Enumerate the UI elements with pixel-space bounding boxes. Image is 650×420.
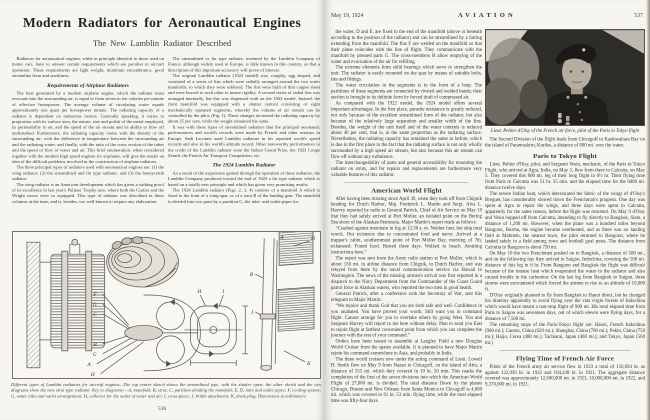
pilot-portrait [486,30,644,125]
paragraph: The report was sent from the Army radio station at Port Moller, which is about 130 mi. in airline distance from Chignik, to Dutch Harbor, and was relayed from there by the naval communication service via Hawaii to Washington. The news of the missing airmen's arrival was first reported in a dispatch to the Navy Department from the Commander of the Coast Guard patrol force in Alaskan waters, who reported the two men in good health. [331,255,482,291]
left-page-column-2 [168,56,320,229]
paragraph: D'Oisy originally planned to fly from Bangkok to Hanoi direct, but he changed his itinerary apparently to avoid flying over the vast virgin forests of Indochina which would have meant a non-stop flight of 900 mi. His total elapsed time from Paris to Saigon was seventeen days, out of which eleven were flying days, for a distance of 7,500 mi. [485,292,645,322]
figure-label-j: J [250,309,254,316]
figure-label-b: B [93,341,97,348]
left-page-column-1 [12,56,164,230]
paragraph: It was with these types of streamlined radiators that the principal aeronautic performances and world's records were made by French and other aviators in Europe. Sadi Lecointe used Lamblin radiators in his repeated world's speed records and also in his world's altitude record. Other noteworthy performances to the credit of the Lamblin radiator were the Italian Grand Prize, the 1923 Coupe Zenith, the French Air Transport Competition, etc. [168,124,320,158]
paragraph: The water circulation in the segments is in the form of a loop. The partitions of these segments are connected by riveted and welded bands; their section is brought to its definite form by forced draft of compressed air. [331,82,482,100]
figure-caption: Different types of Lamblin radiators for aircraft engines—The top center sketch shows the streamlined type, with the shutter open; the other sketch and the two diagrams show the new strut type radiator. Key to diagrams:—A, manifold; B, strut; C, partition dividing the manifold; E, D, inlet and outlet pipes; F, cooling system; G, water inlet and outlet arrangement; H, collector for the outlet of water and air; I, cross-piece; J, bridle attachment; K, drain plug. Dimensions in millimeters [11,382,321,399]
right-page-column-2 [485,128,645,413]
paragraph: As compared with the 1922 model, the 1924 model offers several important advantages. In the first place, parasite resistance is greatly reduced, not only because of the excellent streamlined form of the radiator, but also because of the relatively large separation and smaller width of the fins. Besides, the weight of the unit itself and of the water contents is reduced about 40 per cent, that is, in the same proportion as the radiating surface. Nevertheless, the radiating capacity has remained the same as before, which is due in the first place to the fact that the radiating surface is not only wholly surrounded by a high speed air stream, but also because this air stream can flow off without any turbulence. [331,100,482,160]
section-divider [499,350,630,351]
paragraph: The severe Indian heat, which deteriorated the fabric of the wings of d'Oisy's Breguet, has considerably slowed down the Frenchman's progress. One day was spent at Agra to repair the wings, and three days were spent in Calcutta, apparently for the same reason, before the flight was resumed. On May 9 d'Oisy and Vesin hopped off from Calcutta, intending to fly directly to Bangkok, Siam, a distance of 1,200 mi. However, when the plane was a hundred miles beyond Rangoon, Burma, the engine became overheated, and as there was no landing field at Malmein, the nearest town, the pilot returned to Rangoon, where he landed safely in a field among rows and football goal posts. The distance from Calcutta to Rangoon is about 750 mi. [485,191,645,251]
journal-title: AVIATION [458,12,516,19]
figure-label-h: H [90,371,95,378]
paragraph: Radiators for aeronautical engines, while in principle identical to those used on motor cars, have to answer certain requirements which are peculiar to aircraft operation. These requirements are light weight, minimum encumbrance, good streamline form and sturdiness. [12,56,164,79]
right-page-number: 537 [634,13,643,19]
section-heading-requirements: Requirements of Airplane Radiators [47,82,129,89]
figure-label-a2: A [280,235,284,242]
paragraph: The Second Division of the flight leads from Chicagoff to Kashiwabara Bay on the island of Paramushiru, Kuriles, a distance of 800 mi. over the water. [485,136,645,148]
photo-caption: Lieut. Peltier d'Oisy of the French air force, pilot of the Paris to Tokyo flight [490,128,640,134]
paragraph: The 1924 Lamblin radiator (Figs. 2, 3, 4) consists of a manifold A which is fixed to the front of a wing-spar, or of a strut B of the landing gear. The manifold is divided into two parts by a partition C; the inlet- and outlet-pipes for [168,187,320,204]
figure-label-k: K [307,360,311,367]
paragraph: The streamlined or fin type radiator, invented by the Lamblin Company of France, although widely used in Europe, is little known in this country, so that a description of this important accessory will prove of interest. [168,56,320,73]
figure-label-a: A [87,361,91,368]
paragraph: Lieut. Peltier d'Oisy, pilot, and Sergeant Vesin, mechanic, of the Paris to Tokyo Flight, who arrived at Agra, India, on May 3, flew from there to Calcutta, on May 5. They covered this 800 mi. leg of their long flight in 6½ hr. Their flying time from Paris to Calcutta was 51 hr. 35 min. and the elapsed time for the 6000 mi. distance twelve days. [485,161,645,191]
paragraph: General Patrick, after a conference with the Secretary of War, sent this telegram to Major Martin: [331,291,482,303]
figure-label-g: G [92,301,97,308]
paragraph: The interchangeability of parts and general accessibility for mounting the radiator on struts, and for repairs and replacements are furthermore very valuable features of this radiator. [331,159,482,178]
paragraph: As a result of the experience gained through the operation of these radiators, the Lamblin Company produced toward the end of 1923 a fin type radiator which is based on a totally new principle and which has given very promising results. [168,170,320,187]
figure-label-g2: G [92,351,97,358]
paragraph: The original Lamblin radiator (1922 model) was, roughly, egg shaped, and consisted of a series of fins which were radially arranged around the two water manifolds, to which they were soldered. The fins were built of thin copper sheet and were braced to each other to insure rigidity. A second series of radial fins was arranged internally, but this was dispensed with on the 1923 model. Instead, the front manifold was equipped with a shutter control consisting of eight mechanically operated segments, whereby the volume of air stream can be controlled by the pilot. (Fig. 1). These changes increased the radiating capacity by about 25 per cent, while the weight remained the same. [168,73,320,124]
paragraph: The three world cruisers now under the acting command of Lieut. Lowell H. Smith flew on May 9 from Nazan to Chicagoff, on the island of Attu, a distance of 555 mi. which they covered in 10 hr. 50 min. This marks the completion of the first of the seven divisions into which the American World Flight of 27,000 mi. is divided. The total distance flown by the planes Chicago, Boston and New Orleans from Santa Monica to Chicagoff is 4,600 mi. which was covered in 61 hr. 53 min. flying time, while the total elapsed time was fifty-four days. [331,356,482,404]
paragraph: Pilots of the French army air service flew in 1923 a total of 156,694 hr. as against 122,930 hr. in 1922 and 104,438 hr. in 1921. The aggregate distance covered was approximately 12,600,000 mi. in 1923, 10,000,000 mi. in 1922, and 9,370,000 mi. in 1921. [485,363,645,388]
pilot-photo [485,29,645,126]
paragraph: Orders have been issued to assemble at Langley Field a new Douglas World Cruiser from the spares available. It is planned to have Major Martin rejoin his command somewhere in Asia, and probably in India. [331,338,482,357]
header-date: May 19, 1924 [331,13,364,19]
section-heading-world-flight: American World Flight [371,186,442,194]
paragraph: The extreme elements form solid bearings which serve to strengthen the unit. The radiator is easily mounted on the spar by means of suitable bolts, ties and fittings. [331,64,482,83]
paragraph: the water, D and E, are fixed to the end of the manifold (above or beneath according to the position of the radiator) and can be streamlined by a fairing extending from the manifold. The fins F are welded on the manifold so that their plane coincides with the line of flight. They communicate with the manifold by pressed parts G. The cross-members H allow emptying of the water and evacuation of the air for refilling. [331,29,482,65]
right-page [324,0,650,420]
paragraph: The wing radiator is an American development which has given a striking proof of its excellence in last year's Pulitzer Trophy race, where both the Curtiss and the Wright racers were so equipped. This type of radiator was described in these columns at the time, and is, besides, too well known to require any elaboration. [12,181,164,204]
figure-label-b2: B [249,272,254,279]
figure-label-i: I [222,289,225,296]
paragraph: The remaining stops of the Paris-Tokyo flight are: Hanoi, French Indochina (900 mi.); Canton, China (620 mi.); Shanghai, China (780 mi.); Pekin, China (750 mi.); Haiju, Corea (480 mi.); Tachiarai, Japan (460 mi.); and Tokyo, Japan (560 mi.) [485,322,645,346]
figure-label-d: D [311,236,315,243]
figure-label-h2: H [197,289,202,296]
radiator-diagrams [13,232,320,378]
article-subtitle: The New Lamblin Radiator Described [92,38,232,48]
section-divider [345,182,469,183]
article-title: Modern Radiators for Aeronautical Engines [22,15,302,30]
section-heading-flying-time: Flying Time of French Air Force [516,354,614,362]
section-heading-paris-tokyo: Paris to Tokyo Flight [533,151,597,160]
paragraph: After having been missing since April 30, when they took off from Chignik heading for Dutch Harbor, Maj. Frederick L. Martin and Sergt. Alva L. Harvey reported by radio to General Patrick, Chief of Air Service on May 10 that they had safely arrived at Port Moller, an isolated point on the Bering Sea shore of the Alaskan Peninsula. Major Martin's report reads as follows: [331,195,482,226]
paragraph: On May 10 the two Frenchmen pushed on to Bangkok, a distance of 500 mi., and on the following day they arrived in Saigon, Indochina, covering the 500 mi. distance of this leg in 6 hr. From Rangoon and Bangkok the flight was difficult because of the intense heat which evaporated the water in the radiator and also caused trouble in the carburetor. On the last leg from Bangkok to Saigon, three storms were encountered which forced the airmen to rise to an altitude of 10,000 ft. [485,250,645,292]
paragraph: The three principal types of radiators used with aeronautical engines are: (1) the wing radiator; (2) the streamlined and fin type radiator; and (3) the honeycomb radiator. [12,164,164,182]
paragraph: “We rejoice and thank God that you are both safe and well. Confidence in you unabated. You have proved your worth. Still want you in command flight. Cannot arrange for you to overtake others by going West. You and Sergeant Harvey will report to me here without delay. Plan to send you East to rejoin flight at farthest convenient point from which you can complete the journey with the rest of your command.” [331,302,482,339]
left-page-number: 536 [157,406,167,412]
radiator-figure [12,231,321,379]
section-heading-1924-radiator: The 1924 Lamblin Radiator [212,162,276,169]
right-page-column-1 [331,29,482,413]
left-page [0,0,324,420]
scan-edge-shadow [646,0,650,420]
paragraph: The heat generated by a modern airplane engine, which the radiator must evacuate into the surrounding air, is equal to from seven to ten calories per minute of effective horsepower. The average volume of circulating water equals approximately one quart per horsepower minute. The radiating capacity of a radiator is dependent on numerous factors. Generally speaking, it varies in proportion with its surface area, the nature, size and polish of the metal employed, its permeability to air, and the speed of the air stream and its ability to flow off undisturbed. Furthermore, the radiating capacity varies with the density of the surrounding air; with the difference in temperature between the surrounding air and the radiating water; and finally, with the ratio of the cross section of the tubes and the speed of flow of water and air. This brief enumeration, when considered together with the modern high speed engines for airplanes, will give the reader an idea of the difficult problems involved in the construction of airplane radiators. [12,90,164,164]
figure-label-f: F [93,292,97,299]
paragraph: “Crashed against mountain in fog at 12:30 a. m. Neither hurt, but ship total wreck. Our existence due to concentrated food and nerve. Arrived at a trapper's cabin, southernmost point of Port Moller Bay, morning of 7th, exhausted. Found food. Rested three days. Walked to beach. Awaiting instructions here.” [331,225,482,255]
figure-label-c: C [93,311,97,318]
